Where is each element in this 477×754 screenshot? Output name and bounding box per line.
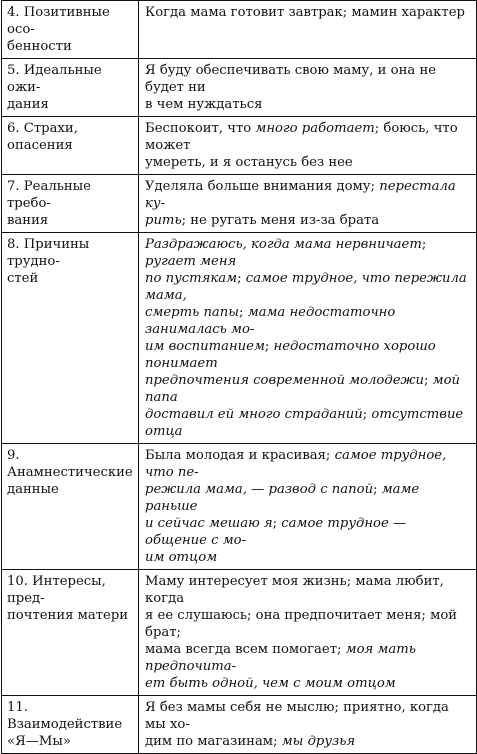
italic-text-segment: доставил ей много страданий bbox=[145, 407, 363, 422]
table-row bbox=[2, 444, 477, 570]
row-content-cell bbox=[139, 175, 477, 233]
text-segment: ; bbox=[239, 305, 248, 320]
row-label-line: 5. Идеальные ожи- bbox=[7, 63, 102, 95]
text-segment: Уделяла больше внимания дому; bbox=[145, 179, 380, 194]
text-segment: Я буду обеспечивать свою маму, и она не будет ни bbox=[145, 63, 437, 95]
table-row bbox=[2, 233, 477, 444]
italic-text-segment: и сейчас мешаю я bbox=[145, 516, 273, 531]
italic-text-segment: отсутствие отца bbox=[145, 407, 464, 439]
italic-text-segment: мы друзья bbox=[281, 734, 356, 749]
text-segment: мама всегда всем помогает; bbox=[145, 642, 346, 657]
row-label-line: 11. Взаимодействие bbox=[7, 700, 123, 732]
text-segment: ; bbox=[272, 516, 282, 531]
text-segment: ; bbox=[421, 237, 427, 252]
row-label-line: данные bbox=[7, 482, 59, 497]
italic-text-segment: по пустякам bbox=[145, 271, 238, 286]
italic-text-segment: недостаточно хорошо понимает bbox=[145, 339, 436, 371]
italic-text-segment: ет быть одной, чем с моим отцом bbox=[145, 676, 396, 691]
row-content-cell bbox=[139, 117, 477, 175]
italic-text-segment: мама недостаточно занималась мо- bbox=[145, 305, 396, 337]
text-segment: умереть, и я останусь без нее bbox=[145, 155, 353, 170]
row-label-line: «Я—Мы» bbox=[7, 734, 71, 749]
row-label-line: 9. Анамнестические bbox=[7, 448, 133, 480]
row-label-line: почтения матери bbox=[7, 608, 129, 623]
text-segment: ; bbox=[424, 373, 433, 388]
table-body bbox=[2, 1, 477, 754]
text-segment: Беспокоит, что bbox=[145, 121, 256, 136]
row-label-cell bbox=[2, 696, 139, 754]
row-content-cell bbox=[139, 1, 477, 59]
text-segment: я ее слушаюсь; она предпочитает меня; мой брат; bbox=[145, 608, 458, 640]
italic-text-segment: ругает меня bbox=[145, 254, 237, 269]
italic-text-segment: им воспитанием bbox=[145, 339, 265, 354]
row-label-line: 10. Интересы, пред- bbox=[7, 574, 106, 606]
table-row bbox=[2, 570, 477, 696]
table-row bbox=[2, 1, 477, 59]
row-label-cell bbox=[2, 59, 139, 117]
italic-text-segment: Раздражаюсь, когда мама нервничает bbox=[145, 237, 422, 252]
text-segment: ; боюсь, что может bbox=[145, 121, 458, 153]
text-segment: Была молодая и красивая; bbox=[145, 448, 335, 463]
row-label-line: 6. Страхи, опасения bbox=[7, 121, 78, 153]
text-segment: ; не ругать меня из-за брата bbox=[181, 213, 380, 228]
text-segment: дим по магазинам; bbox=[145, 734, 282, 749]
row-label-cell bbox=[2, 233, 139, 444]
italic-text-segment: много работает bbox=[255, 121, 375, 136]
row-label-line: 7. Реальные требо- bbox=[7, 179, 91, 211]
row-label-line: бенности bbox=[7, 39, 72, 54]
row-content-cell bbox=[139, 444, 477, 570]
italic-text-segment: рить bbox=[145, 213, 182, 228]
text-segment: ; bbox=[264, 339, 274, 354]
row-label-line: 4. Позитивные осо- bbox=[7, 5, 110, 37]
italic-text-segment: мой папа bbox=[145, 373, 461, 405]
italic-text-segment: предпочтения современной молодежи bbox=[145, 373, 424, 388]
italic-text-segment: моя мать предпочита- bbox=[145, 642, 416, 674]
text-segment: ; bbox=[373, 482, 382, 497]
table-row bbox=[2, 59, 477, 117]
italic-text-segment: самое трудное, что пережила мама, bbox=[145, 271, 467, 303]
row-label-line: дания bbox=[7, 97, 49, 112]
text-segment: ; bbox=[362, 407, 372, 422]
row-label-line: 8. Причины трудно- bbox=[7, 237, 90, 269]
table-row bbox=[2, 117, 477, 175]
table-row bbox=[2, 175, 477, 233]
row-content-cell bbox=[139, 570, 477, 696]
row-label-cell bbox=[2, 570, 139, 696]
italic-text-segment: перестала ку- bbox=[145, 179, 456, 211]
row-content-cell bbox=[139, 59, 477, 117]
text-segment: Маму интересует моя жизнь; мама любит, когда bbox=[145, 574, 444, 606]
text-segment: в чем нуждаться bbox=[145, 97, 263, 112]
row-label-cell bbox=[2, 444, 139, 570]
row-label-cell bbox=[2, 175, 139, 233]
row-label-cell bbox=[2, 117, 139, 175]
italic-text-segment: маме раньше bbox=[145, 482, 420, 514]
italic-text-segment: режила мама, — развод с папой bbox=[145, 482, 374, 497]
row-label-line: стей bbox=[7, 271, 39, 286]
row-content-cell bbox=[139, 696, 477, 754]
row-label-cell bbox=[2, 1, 139, 59]
italic-text-segment: смерть папы bbox=[145, 305, 240, 320]
text-segment: Я без мамы себя не мыслю; приятно, когда мы хо- bbox=[145, 700, 449, 732]
text-segment: ; bbox=[237, 271, 246, 286]
text-segment: Когда мама готовит завтрак; мамин характер bbox=[145, 5, 465, 20]
italic-text-segment: им отцом bbox=[145, 550, 218, 565]
row-content-cell bbox=[139, 233, 477, 444]
mother-perception-table bbox=[1, 0, 477, 754]
table-row bbox=[2, 696, 477, 754]
italic-text-segment: самое трудное, что пе- bbox=[145, 448, 447, 480]
row-label-line: вания bbox=[7, 213, 49, 228]
italic-text-segment: самое трудное — общение с мо- bbox=[145, 516, 407, 548]
